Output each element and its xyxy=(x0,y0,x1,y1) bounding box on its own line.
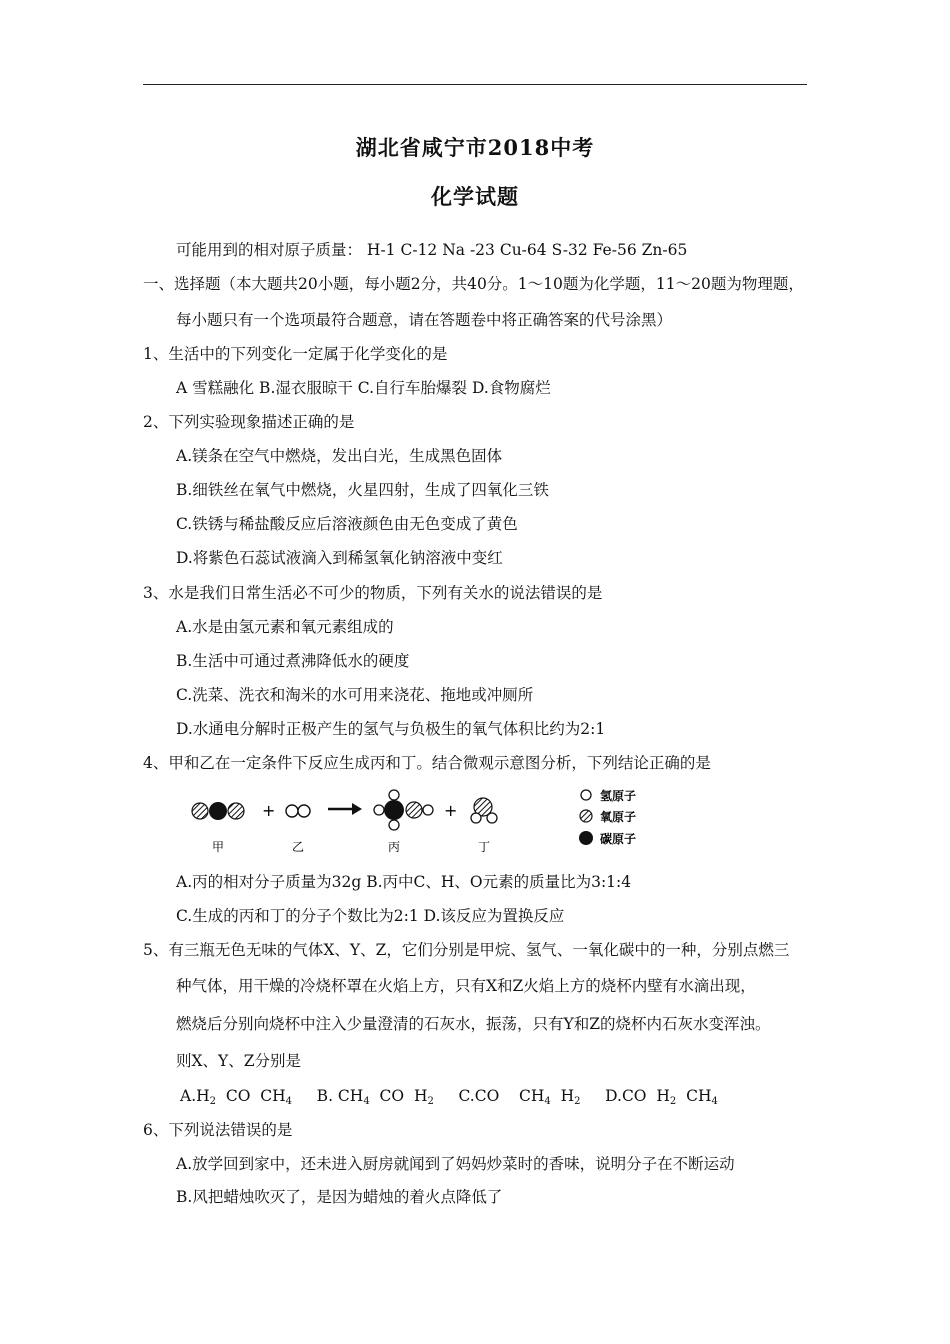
q2-option-a: A.镁条在空气中燃烧，发出白光，生成黑色固体 xyxy=(176,447,503,465)
legend-carbon-icon xyxy=(579,831,593,845)
label-yi: 乙 xyxy=(292,840,305,854)
q5-stem-4: 则X、Y、Z分别是 xyxy=(176,1052,302,1070)
molecule-bing xyxy=(374,790,433,830)
page-title: 湖北省咸宁市2018中考 xyxy=(355,135,595,160)
page-subtitle: 化学试题 xyxy=(431,184,519,209)
q1-options: A 雪糕融化 B.湿衣服晾干 C.自行车胎爆裂 D.食物腐烂 xyxy=(176,379,551,397)
q2-option-b: B.细铁丝在氧气中燃烧，火星四射，生成了四氧化三铁 xyxy=(176,481,549,499)
q2-stem: 2、下列实验现象描述正确的是 xyxy=(143,413,355,431)
molecule-ding xyxy=(471,798,497,823)
q4-options-ab: A.丙的相对分子质量为32g B.丙中C、H、O元素的质量比为3:1:4 xyxy=(176,873,632,891)
section-heading-cont: 每小题只有一个选项最符合题意，请在答题卷中将正确答案的代号涂黑） xyxy=(176,311,673,329)
atomic-masses: 可能用到的相对原子质量： H-1 C-12 Na -23 Cu-64 S-32 Fe-56 Zn-65 xyxy=(176,241,688,259)
label-jia: 甲 xyxy=(212,840,225,854)
legend xyxy=(579,788,636,846)
q2-option-c: C.铁锈与稀盐酸反应后溶液颜色由无色变成了黄色 xyxy=(176,515,518,533)
reaction-arrow-icon xyxy=(328,803,362,815)
q2-option-d: D.将紫色石蕊试液滴入到稀氢氧化钠溶液中变红 xyxy=(176,549,503,567)
q3-option-c: C.洗菜、洗衣和淘米的水可用来浇花、拖地或冲厕所 xyxy=(176,686,534,704)
q3-option-d: D.水通电分解时正极产生的氢气与负极生的氧气体积比约为2:1 xyxy=(176,720,606,738)
q5-stem-3: 燃烧后分别向烧杯中注入少量澄清的石灰水，振荡，只有Y和Z的烧杯内石灰水变浑浊。 xyxy=(176,1015,771,1033)
plus-sign-2: + xyxy=(444,801,458,820)
q3-stem: 3、水是我们日常生活必不可少的物质，下列有关水的说法错误的是 xyxy=(143,584,603,602)
q5-stem-1: 5、有三瓶无色无味的气体X、Y、Z，它们分别是甲烷、氢气、一氧化碳中的一种，分别点燃三 xyxy=(143,941,790,959)
legend-oxygen: 氧原子 xyxy=(600,810,637,824)
q6-stem: 6、下列说法错误的是 xyxy=(143,1121,293,1139)
q3-option-a: A.水是由氢元素和氧元素组成的 xyxy=(176,618,394,636)
q3-option-b: B.生活中可通过煮沸降低水的硬度 xyxy=(176,652,410,670)
legend-hydrogen: 氢原子 xyxy=(600,789,637,803)
header-rule xyxy=(143,84,807,85)
q5-options: $A.H_2$ CO $CH_4$ B. $CH_4$ CO $H_2$ C.CO $CH_4$ $H_2$ D.CO $H_2$ $CH_4$ xyxy=(180,1087,718,1107)
section-heading: 一、选择题（本大题共20小题，每小题2分，共40分。1～10题为化学题，11～20题为物理题， xyxy=(143,275,804,293)
reaction-diagram xyxy=(180,783,660,863)
legend-carbon: 碳原子 xyxy=(600,832,637,846)
q4-stem: 4、甲和乙在一定条件下反应生成丙和丁。结合微观示意图分析，下列结论正确的是 xyxy=(143,754,711,772)
q6-option-b: B.风把蜡烛吹灭了，是因为蜡烛的着火点降低了 xyxy=(176,1188,503,1206)
legend-hydrogen-icon xyxy=(581,790,591,800)
label-bing: 丙 xyxy=(388,840,401,854)
molecule-yi xyxy=(286,805,310,817)
q5-stem-2: 种气体，用干燥的冷烧杯罩在火焰上方，只有X和Z火焰上方的烧杯内壁有水滴出现， xyxy=(176,977,756,995)
q1-stem: 1、生活中的下列变化一定属于化学变化的是 xyxy=(143,345,448,363)
label-ding: 丁 xyxy=(478,840,491,854)
molecule-jia xyxy=(192,802,244,820)
legend-oxygen-icon xyxy=(580,810,592,822)
q6-option-a: A.放学回到家中，还未进入厨房就闻到了妈妈炒菜时的香味，说明分子在不断运动 xyxy=(176,1155,735,1173)
q4-options-cd: C.生成的丙和丁的分子个数比为2:1 D.该反应为置换反应 xyxy=(176,907,565,925)
plus-sign-1: + xyxy=(262,801,276,820)
